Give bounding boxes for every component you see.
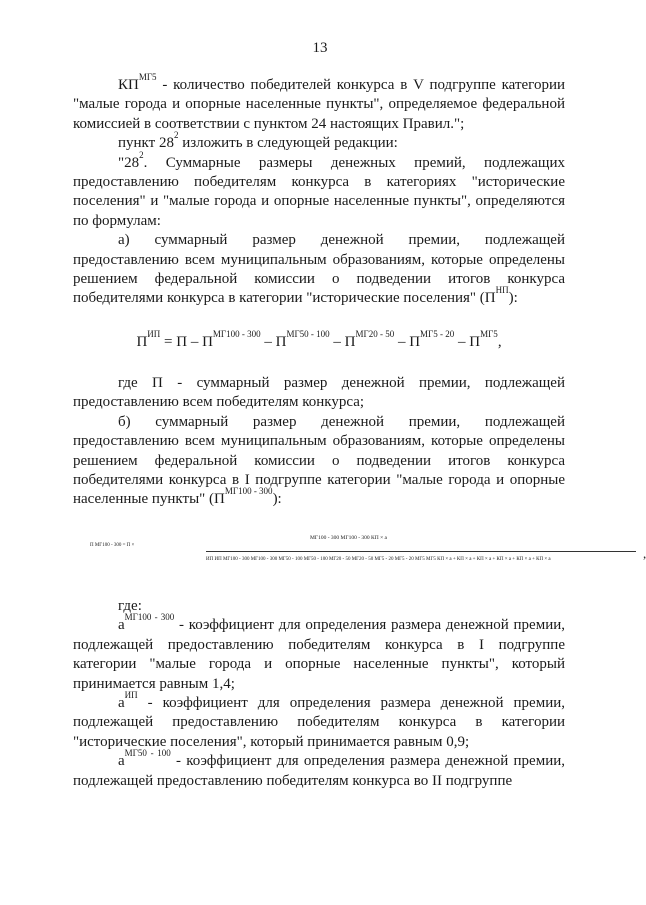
- paragraph-point-28: [73, 130, 565, 153]
- formula-term: – П: [454, 334, 481, 350]
- paragraph-text: а: [118, 617, 125, 634]
- paragraph-text: изложить в следующей редакции:: [178, 135, 398, 152]
- paragraph-28-2: [73, 149, 565, 232]
- text-block-top: [73, 72, 565, 309]
- paragraph-text: а: [118, 695, 125, 712]
- formula-term: – П: [394, 334, 421, 350]
- term-sup: МГ100 - 300: [124, 612, 175, 623]
- paragraph-a: [73, 231, 565, 309]
- term-sup: МГ5: [138, 72, 157, 82]
- formula-2-denominator: ИП ИП МГ100 - 300 МГ100 - 300 МГ50 - 100 МГ50 - 100 МГ20 - 50 МГ20 - 50 МГ5 - 20 МГ5 - 20 МГ5 МГ5 КП × а + КП × а + КП × а + КП × а + КП × а + КП × а: [206, 557, 551, 562]
- formula-2-comma: ,: [643, 546, 646, 561]
- text-block-middle: [73, 374, 565, 510]
- formula-1-line: [73, 329, 565, 352]
- paragraph-where: где:: [118, 598, 142, 614]
- paragraph-text: а) суммарный размер денежной премии, подлежащей предоставлению всем муниципальным образованиям, которые определены решением федеральной комиссии о подведении итогов конкурса победителями конкурса в категории "исторические поселения" (П: [73, 232, 565, 307]
- term-sup: НП: [495, 285, 509, 296]
- paragraph-b: [73, 413, 565, 510]
- formula-sup: МГ20 - 50: [355, 329, 395, 339]
- formula-term: – П: [260, 334, 287, 350]
- formula-sup: МГ100 - 300: [212, 329, 261, 339]
- paragraph-text: - коэффициент для определения размера денежной премии, подлежащей предоставлению победителям конкурса во II подгруппе: [73, 753, 566, 789]
- paragraph-coef-mg50: [73, 748, 566, 791]
- formula-2-numerator: МГ100 - 300 МГ100 - 300 КП × а: [310, 535, 387, 541]
- paragraph-text: ):: [508, 290, 518, 307]
- text-block-bottom: [73, 597, 565, 791]
- formula-sup: ИП: [147, 329, 161, 339]
- term-sup: 2: [139, 149, 144, 160]
- term-sup: МГ50 - 100: [124, 748, 171, 759]
- term-sup: 2: [173, 130, 179, 141]
- formula-2: [90, 535, 646, 585]
- page-number: 13: [312, 40, 328, 56]
- paragraph-kp-mg5: [73, 72, 565, 134]
- formula-sup: МГ5 - 20: [420, 329, 455, 339]
- paragraph-text: - количество победителей конкурса в V подгруппе категории "малые города и опорные населенные пункты", определяемое федеральной комиссией в соответствии с пунктом 24 настоящих Правил.";: [73, 77, 565, 132]
- formula-term: – П: [329, 334, 356, 350]
- formula-term: = П – П: [160, 334, 213, 350]
- paragraph-where-p: где П - суммарный размер денежной премии, подлежащей предоставлению всем победителям конкурса;: [73, 375, 565, 411]
- term-sup: МГ100 - 300: [224, 486, 273, 497]
- paragraph-coef-ip: [73, 690, 565, 752]
- paragraph-text: - коэффициент для определения размера денежной премии, подлежащей предоставлению победителям конкурса в I подгруппе категории "малые города и опорные населенные пункты", который принимается равным 1,4;: [73, 617, 566, 692]
- paragraph-text: - коэффициент для определения размера денежной премии, подлежащей предоставлению победителям конкурса в категории "исторические поселения", который принимается равным 0,9;: [73, 695, 565, 750]
- paragraph-text: ):: [272, 491, 282, 508]
- formula-1: [73, 329, 565, 352]
- paragraph-text: . Суммарные размеры денежных премий, подлежащих предоставлению победителям конкурса в категориях "исторические поселения" и "малые города и опорные населенные пункты", определяются по формулам:: [73, 154, 565, 229]
- formula-term: ,: [497, 334, 502, 350]
- paragraph-coef-mg100: [73, 612, 566, 694]
- fraction-bar: [206, 551, 636, 552]
- paragraph-text: пункт 28: [118, 135, 174, 152]
- formula-sup: МГ5: [480, 329, 498, 339]
- paragraph-text: а: [118, 753, 125, 770]
- formula-2-lhs: П МГ100 - 300 = П ×: [90, 543, 135, 548]
- formula-sup: МГ50 - 100: [286, 329, 330, 339]
- formula-term: П: [136, 334, 148, 350]
- paragraph-text: "28: [118, 154, 140, 171]
- term: КП: [118, 77, 139, 93]
- term-sup: ИП: [124, 690, 138, 701]
- paragraph-text: б) суммарный размер денежной премии, подлежащей предоставлению всем муниципальным образованиям, которые определены решением федеральной комиссии о подведении итогов конкурса победителями конкурса в I подгруппе категории "малые города и опорные населенные пункты" (П: [73, 413, 565, 508]
